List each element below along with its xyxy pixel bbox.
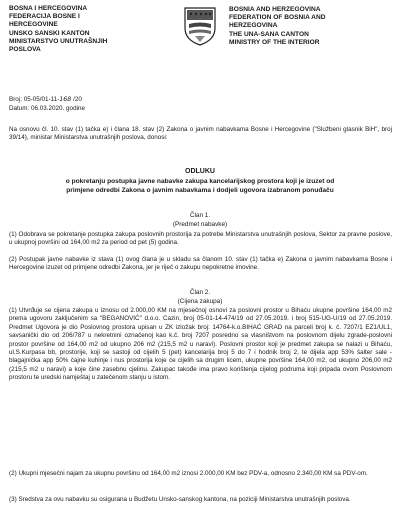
document-date: Datum: 06.03.2020. godine [9, 105, 85, 112]
intro-paragraph: Na osnovu čl. 10. stav (1) tačka e) i člana 18. stav (2) Zakona o javnim nabavkama Bosne i Hercegovine ("Službeni glasnik BiH", broj 39/14), ministar Ministarstva unutrašnjih poslova, donosi: [9, 126, 392, 142]
coat-of-arms-icon [183, 6, 217, 46]
article-paragraph: (3) Sredstva za ovu nabavku su osigurana u Budžetu Unsko-sanskog kantona, na poziciji Ministarstva unutrašnjih poslova. [9, 496, 351, 503]
header-right-line: MINISTRY OF THE INTERIOR [229, 38, 320, 46]
header-right-line: BOSNIA AND HERZEGOVINA [229, 6, 321, 13]
header-left-line: BOSNA I HERCEGOVINA [9, 5, 88, 12]
header-left-line: POSLOVA [9, 46, 41, 54]
header-left-line: FEDERACIJA BOSNE I [9, 13, 80, 21]
article-heading: Član 1. [189, 212, 211, 219]
article-paragraph: (1) Utvrđuje se cijena zakupa u iznosu od 2.000,00 KM na mjesečnoj osnovi za poslovni prostor u Bihaću ukupne površine 164,00 m2 prema ugovoru zaključenim sa "BEGANOVIĆ" d.o.o. Cazin, broj 05-01-14-474/19 od 27.05.2019. i broj 515-UG-U/19 od 27.05.2019. Predmet Ugovora je dio Poslovnog prostora upisan u ZK izložak broj: 14764-k.o.BIHAĆ GRAD na parceli broj k. č. 7207/1 EZ1/UL1, savsanički dio od 206/787 u nekretnini označenoj kao k.č. broj 7207 posredno sa vlasništvom na poslovnom dijelu zgrade-poslovni prostor površine od 164,00 m2 od ukupno 206 m2 (215,5 m2 u naravi). Poslovni prostor koji je predmet zakupa se nalazi u Bihaću, ul.S.Kurpasa bb, prostorije, koji se sastoji od cijelih 5 (pet) kancelarija broj 5 do 7 i hodnik broj 2, te dijela app 53% šalter sale - blagajnička app 50% čajne kuhinje i nus prostorija koje će cijelih sa drugim licem, ukupne površine 164,00 m2, od ukupno 206,00 m2 (215,5 m2 u naravi) a koje čine zasebnu cjelinu. Zakupac takođe ima pravo korištenja cijelog podruma koji pripada ovom Poslovnom prostoru te uredski namještaj u zatečenom stanju u istom. [9, 307, 392, 382]
decision-subtitle-line: primjene odredbi Zakona o javnim nabavkama i dodjeli ugovora izabranom ponuđaču [66, 187, 334, 194]
article-caption: (Cijena zakupa) [177, 298, 223, 305]
article-heading: Član 2. [189, 289, 211, 296]
header-left-line: UNSKO SANSKI KANTON [9, 29, 90, 37]
article-caption: (Predmet nabavke) [172, 221, 228, 228]
header-left [9, 5, 174, 54]
document-number [9, 96, 82, 104]
header-left-line: HERCEGOVINE [9, 21, 58, 29]
header-right [229, 6, 397, 47]
header-right-line: THE UNA-SANA CANTON [229, 30, 309, 38]
article-paragraph: (2) Postupak javne nabavke iz stava (1) ovog člana je u skladu sa članom 10. stav (1) tačka e) Zakona o javnim nabavkama Bosne i Hercegovine izuzet od primjene odredbi Zakona, jer je riječ o zakupu nepokretne imovine. [9, 256, 392, 272]
article-paragraph: (1) Odobrava se pokretanje postupka zakupa poslovnih prostorija za potrebe Ministarstva unutrašnjih poslova, Sektor za pravne poslove, u ukupnoj površini od 164,00 m2 za period od pet (5) godina. [9, 231, 392, 247]
number-suffix: /20 [71, 96, 82, 103]
decision-subtitle-line: o pokretanju postupka javne nabavke zakupa kancelarijskog prostora koji je izuzet od [65, 178, 335, 185]
decision-title: ODLUKU [185, 168, 215, 175]
header-right-line: HERZEGOVINA [229, 22, 278, 30]
number-prefix: Broj: 05-05/01-11- [9, 96, 60, 103]
header-left-line: MINISTARSTVO UNUTRAŠNJIH [9, 37, 108, 45]
handwritten-number: 168 [59, 96, 72, 103]
article-paragraph: (2) Ukupni mjesečni najam za ukupnu površinu od 164,00 m2 iznosi 2.000,00 KM bez PDV-a, odnosno 2.340,00 KM sa PDV-om. [9, 470, 368, 477]
header-right-line: FEDERATION OF BOSNIA AND [229, 14, 326, 22]
